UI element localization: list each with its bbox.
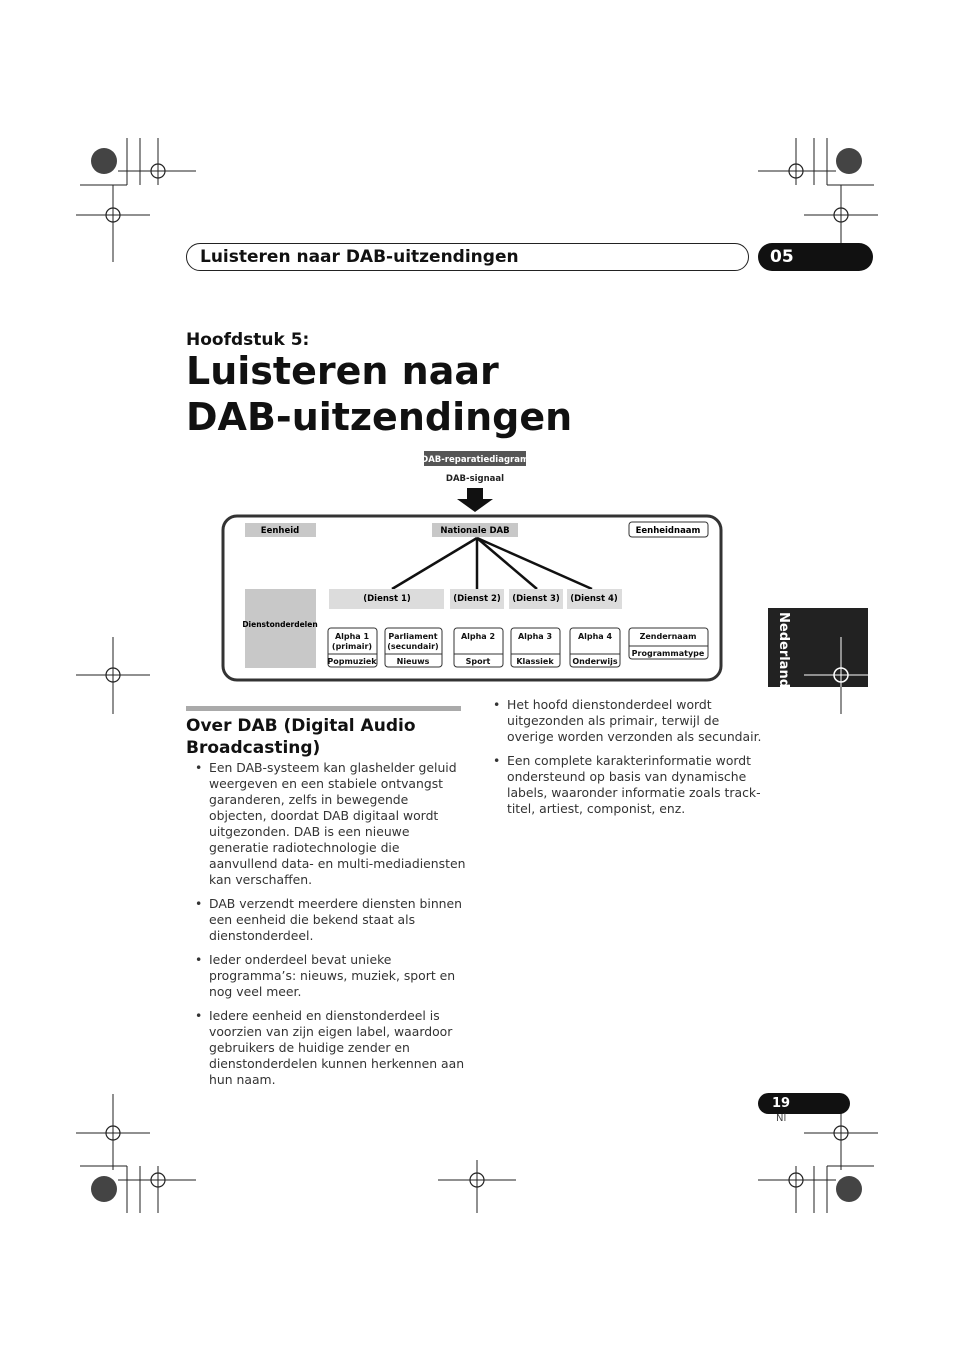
service-label: (Dienst 3) [512, 594, 560, 604]
component-name: Alpha 2 [460, 632, 496, 641]
service-label: (Dienst 2) [453, 594, 501, 604]
page-title-line1: Luisteren naar [186, 349, 499, 393]
component-genre: Popmuziek [327, 657, 377, 666]
section-rule [186, 706, 461, 711]
national-label: Nationale DAB [440, 526, 510, 536]
bullet-list-left [186, 760, 468, 1096]
service-label: (Dienst 4) [570, 594, 618, 604]
component-genre: Onderwijs [572, 657, 618, 666]
page-number-badge: 19 [758, 1093, 850, 1114]
ensemble-label: Eenheid [260, 526, 300, 536]
list-item: • Iedere eenheid en dienstonderdeel is voorzien van zijn eigen label, waardoor gebruikers de huidige zender en dienstonderdelen kunnen herkennen aan hun naam. [186, 1008, 468, 1088]
component-name: Alpha 4 [577, 632, 613, 641]
components-label: Dienstonderdelen [242, 620, 318, 629]
list-item: • Ieder onderdeel bevat unieke programma’s: nieuws, muziek, sport en nog veel meer. [186, 952, 468, 1000]
list-item: • Het hoofd dienstonderdeel wordt uitgezonden als primair, terwijl de overige worden verzonden als secundair. [484, 697, 766, 745]
page-language-code: Nl [776, 1113, 787, 1124]
list-item: • DAB verzendt meerdere diensten binnen een eenheid die bekend staat als dienstonderdeel. [186, 896, 468, 944]
component-role: (secundair) [387, 642, 439, 651]
language-side-tab-label: Nederlands [776, 612, 791, 696]
chapter-label: Hoofdstuk 5: [186, 330, 310, 350]
list-item: • Een complete karakterinformatie wordt ondersteund op basis van dynamische labels, waaronder informatie zoals track-titel, artiest, componist, enz. [484, 753, 766, 817]
component-name: Parliament [388, 632, 438, 641]
component-name: Alpha 1 [334, 632, 370, 641]
service-label: (Dienst 1) [363, 594, 411, 604]
list-item: • Een DAB-systeem kan glashelder geluid weergeven en een stabiele ontvangst garanderen, zelfs in bewegende objecten, doordat DAB digitaal wordt uitgezonden. DAB is een nieuwe generatie radiotechnologie die aanvullend data- en multi-mediadiensten kan verschaffen. [186, 760, 468, 888]
component-genre: Sport [465, 657, 491, 666]
component-name: Alpha 3 [517, 632, 553, 641]
bullet-list-right [484, 697, 766, 825]
diagram-signal-label: DAB-signaal [445, 474, 505, 484]
side-tab-registration-mark [804, 637, 880, 715]
signal-arrow-icon [457, 488, 493, 512]
diagram-caption: DAB-reparatiediagram [421, 455, 529, 465]
ensemble-name-label: Eenheidnaam [635, 526, 701, 536]
component-genre: Klassiek [516, 657, 554, 666]
header-title: Luisteren naar DAB-uitzendingen [200, 247, 519, 267]
component-genre: Nieuws [396, 657, 430, 666]
chapter-number-badge: 05 [758, 243, 873, 271]
component-role: (primair) [331, 642, 373, 651]
section-title: Over DAB (Digital Audio Broadcasting) [186, 716, 416, 758]
station-name-label: Zendernaam [639, 632, 697, 641]
page-title-line2: DAB-uitzendingen [186, 395, 573, 439]
programme-type-label: Programmatype [631, 649, 705, 658]
